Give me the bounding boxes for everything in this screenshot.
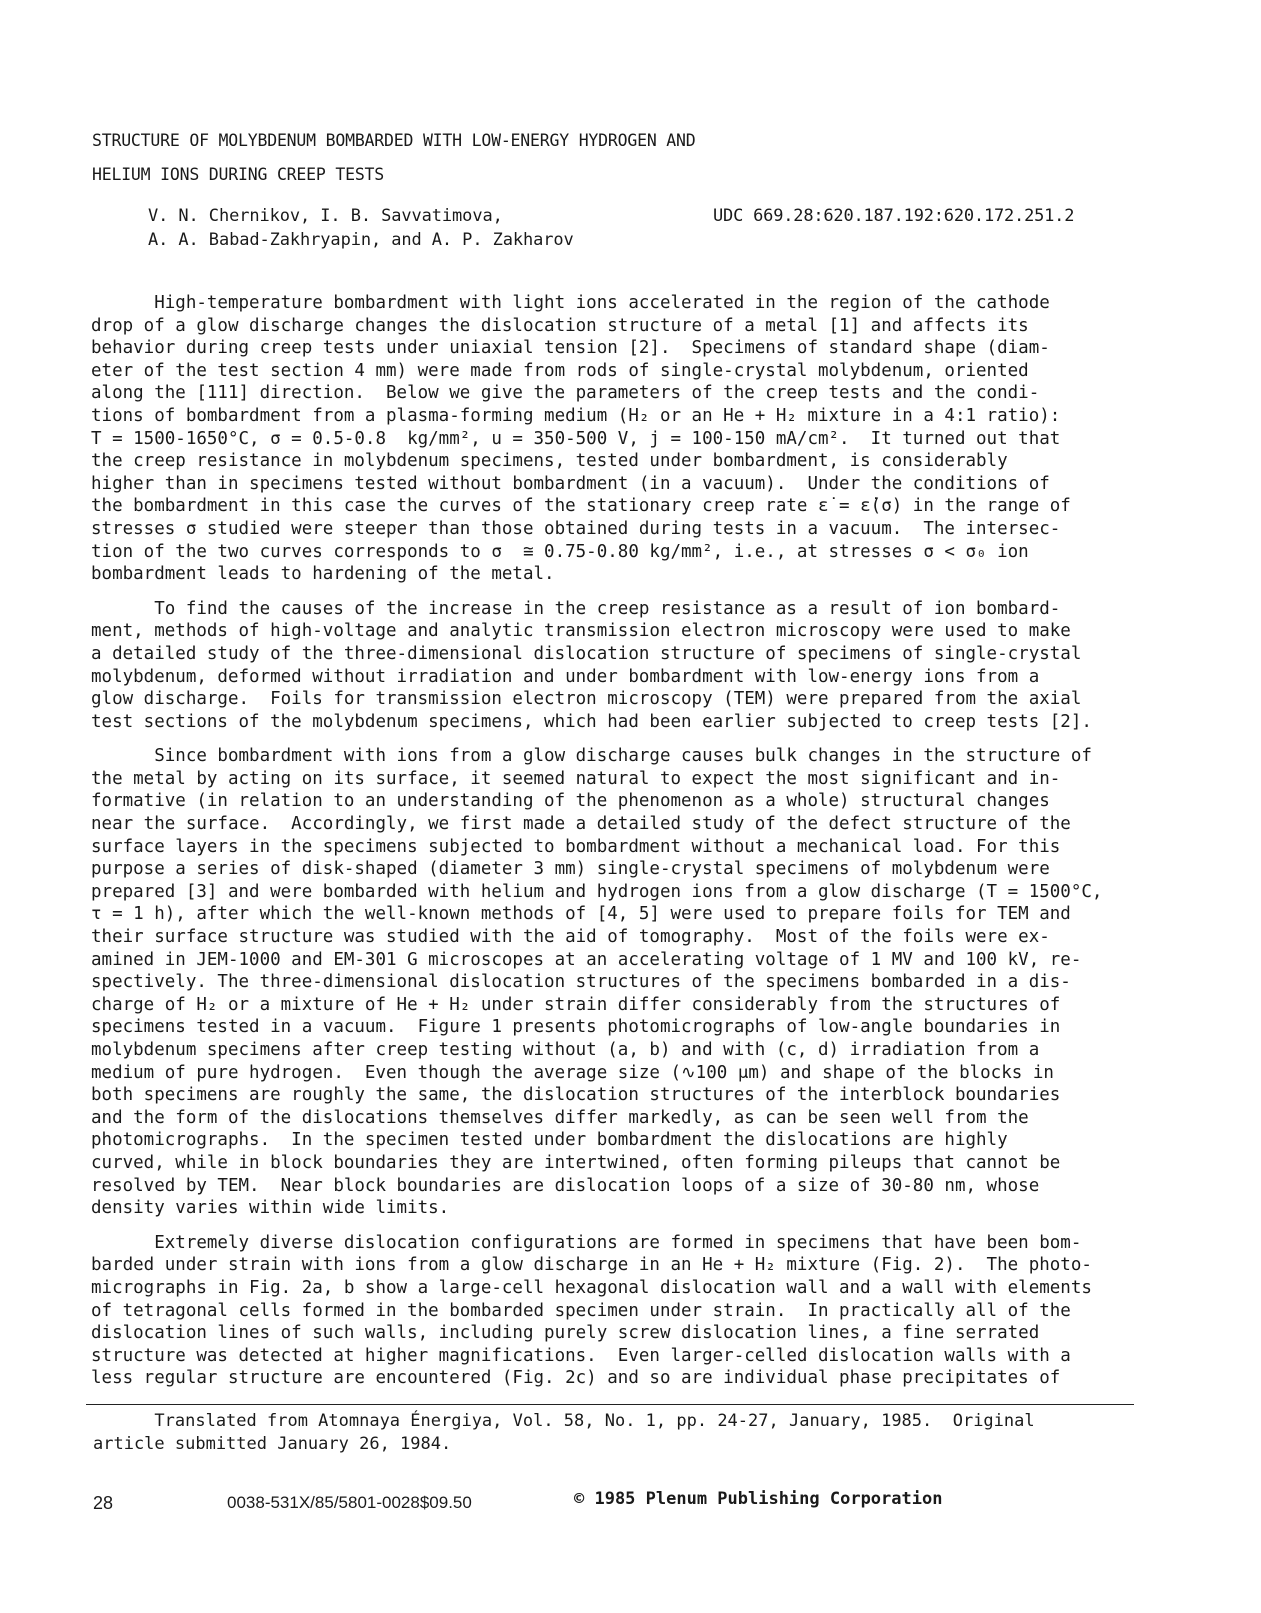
udc-code: UDC 669.28:620.187.192:620.172.251.2 [713,206,1075,226]
page-number: 28 [93,1493,114,1513]
title-line: HELIUM IONS DURING CREEP TESTS [92,165,385,184]
text-line: Extremely diverse dislocation configurations are formed in specimens that have been bom- [91,1232,1082,1253]
text-line: behavior during creep tests under uniaxial tension [2]. Specimens of standard shape (diam- [91,338,1050,359]
text-line: bombardment leads to hardening of the metal. [91,564,555,585]
text-line: curved, while in block boundaries they are intertwined, often forming pileups that cannot be [91,1152,1061,1173]
text-line: medium of pure hydrogen. Even though the average size (∿100 μm) and shape of the blocks in [91,1062,1054,1083]
text-line: formative (in relation to an understanding of the phenomenon as a whole) structural changes [91,791,1050,812]
text-line: glow discharge. Foils for transmission electron microscopy (TEM) were prepared from the axial [91,689,1082,710]
footnote-divider [86,1404,1134,1405]
paragraph [91,745,1166,1219]
authors-line: A. A. Babad-Zakhryapin, and A. P. Zakharov [148,230,574,250]
text-line: τ = 1 h), after which the well-known methods of [4, 5] were used to prepare foils for TEM and [91,904,1071,925]
text-line: amined in JEM-1000 and EM-301 G microscopes at an accelerating voltage of 1 MV and 100 kV, re- [91,949,1082,970]
text-line: less regular structure are encountered (Fig. 2c) and so are individual phase precipitates of [91,1368,1061,1389]
text-line: test sections of the molybdenum specimens, which had been earlier subjected to creep tests [2]. [91,711,1092,732]
text-line: resolved by TEM. Near block boundaries are dislocation loops of a size of 30-80 nm, whose [91,1175,1040,1196]
text-line: along the [111] direction. Below we give the parameters of the creep tests and the condi- [91,383,1040,404]
text-line: Since bombardment with ions from a glow discharge causes bulk changes in the structure of [91,746,1092,767]
text-line: the metal by acting on its surface, it seemed natural to expect the most significant and in- [91,768,1061,789]
text-line: a detailed study of the three-dimensional dislocation structure of specimens of single-crystal [91,643,1082,664]
text-line: tions of bombardment from a plasma-forming medium (H₂ or an He + H₂ mixture in a 4:1 ratio): [91,405,1061,426]
text-line: specimens tested in a vacuum. Figure 1 presents photomicrographs of low-angle boundaries in [91,1017,1061,1038]
footnote-line: Translated from Atomnaya Énergiya, Vol. 58, No. 1, pp. 24-27, January, 1985. Original [93,1411,1035,1431]
text-line: of tetragonal cells formed in the bombarded specimen under strain. In practically all of the [91,1300,1071,1321]
text-line: their surface structure was studied with the aid of tomography. Most of the foils were ex- [91,927,1050,948]
authors [148,204,574,252]
article-title [92,124,1172,192]
paragraph [91,292,1166,586]
text-line: molybdenum, deformed without irradiation and under bombardment with low-energy ions from a [91,666,1040,687]
footnote [93,1410,1153,1456]
text-line: density varies within wide limits. [91,1198,450,1219]
text-line: stresses σ studied were steeper than those obtained during tests in a vacuum. The intersec- [91,518,1061,539]
text-line: the creep resistance in molybdenum specimens, tested under bombardment, is considerably [91,451,1008,472]
page-footer [93,1491,1153,1515]
copyright-notice: © 1985 Plenum Publishing Corporation [574,1489,943,1509]
title-line: STRUCTURE OF MOLYBDENUM BOMBARDED WITH LOW-ENERGY HYDROGEN AND [92,131,696,150]
text-line: High-temperature bombardment with light ions accelerated in the region of the cathode [91,293,1050,313]
text-line: prepared [3] and were bombarded with helium and hydrogen ions from a glow discharge (T = 1500°C, [91,881,1103,902]
text-line: structure was detected at higher magnifications. Even larger-celled dislocation walls with a [91,1345,1071,1366]
text-line: drop of a glow discharge changes the dislocation structure of a metal [1] and affects its [91,315,1029,336]
paragraph [91,1232,1166,1390]
text-line: ment, methods of high-voltage and analytic transmission electron microscopy were used to make [91,621,1071,642]
authors-line: V. N. Chernikov, I. B. Savvatimova, [148,206,503,226]
text-line: T = 1500-1650°C, σ = 0.5-0.8 kg/mm², u = 350-500 V, j = 100-150 mA/cm². It turned out that [91,428,1061,449]
text-line: surface layers in the specimens subjected to bombardment without a mechanical load. For this [91,836,1061,857]
text-line: charge of H₂ or a mixture of He + H₂ under strain differ considerably from the structures of [91,994,1061,1015]
text-line: the bombardment in this case the curves of the stationary creep rate ε̇ = ε̇(σ) in the range of [91,496,1071,517]
text-line: photomicrographs. In the specimen tested under bombardment the dislocations are highly [91,1130,1008,1151]
text-line: tion of the two curves corresponds to σ ≅ 0.75-0.80 kg/mm², i.e., at stresses σ < σ₀ ion [91,541,1029,562]
footnote-line: article submitted January 26, 1984. [93,1434,452,1454]
text-line: barded under strain with ions from a glow discharge in an He + H₂ mixture (Fig. 2). The photo- [91,1255,1092,1276]
text-line: micrographs in Fig. 2a, b show a large-cell hexagonal dislocation wall and a wall with elements [91,1277,1092,1298]
text-line: higher than in specimens tested without bombardment (in a vacuum). Under the conditions of [91,473,1050,494]
text-line: dislocation lines of such walls, including purely screw dislocation lines, a fine serrated [91,1323,1040,1344]
text-line: purpose a series of disk-shaped (diameter 3 mm) single-crystal specimens of molybdenum were [91,859,1050,880]
text-line: To find the causes of the increase in the creep resistance as a result of ion bombard- [91,598,1061,619]
article-code: 0038-531X/85/5801-0028$09.50 [227,1493,472,1512]
text-line: and the form of the dislocations themselves differ markedly, as can be seen well from the [91,1107,1029,1128]
text-line: molybdenum specimens after creep testing without (a, b) and with (c, d) irradiation from a [91,1040,1040,1060]
text-line: eter of the test section 4 mm) were made from rods of single-crystal molybdenum, oriented [91,360,1029,381]
text-line: spectively. The three-dimensional dislocation structures of the specimens bombarded in a dis- [91,972,1071,993]
text-line: both specimens are roughly the same, the dislocation structures of the interblock boundaries [91,1085,1061,1106]
paragraph [91,598,1166,734]
text-line: near the surface. Accordingly, we first made a detailed study of the defect structure of the [91,814,1071,835]
article-body [91,292,1166,1402]
